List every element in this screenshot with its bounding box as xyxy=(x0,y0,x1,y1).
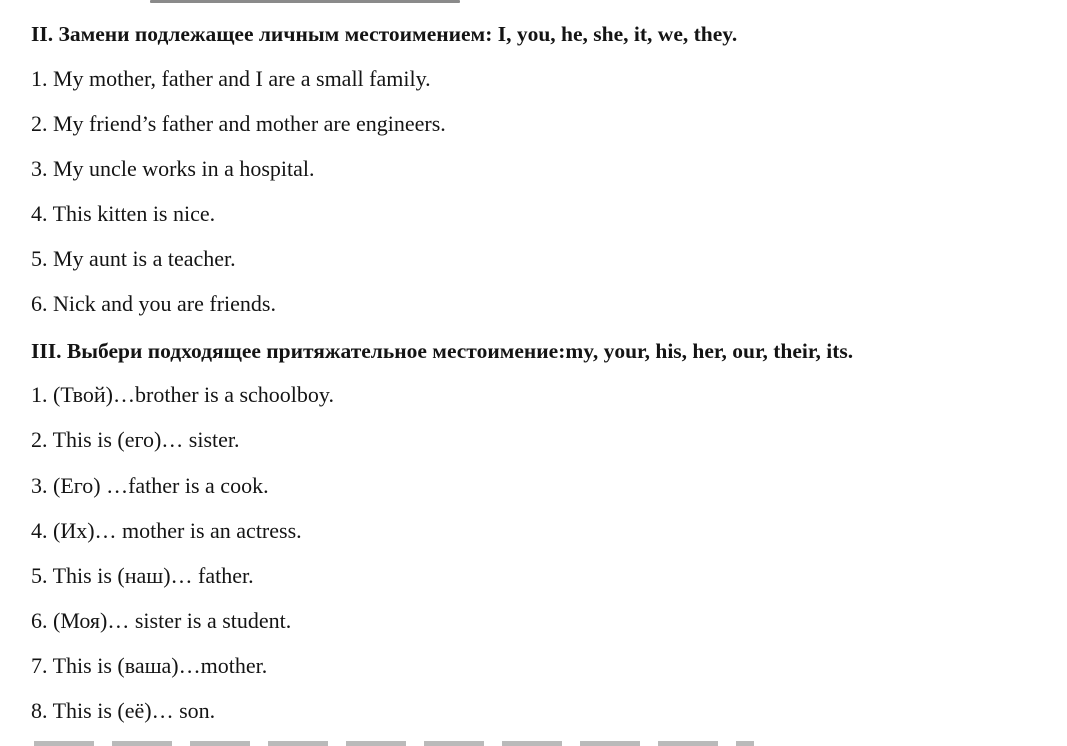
section-3-item-7: 7. This is (ваша)…mother. xyxy=(31,653,268,678)
section-3-heading: III. Выбери подходящее притяжательное местоимение:my, your, his, her, our, their, its. xyxy=(31,339,854,363)
section-3-item-8: 8. This is (её)… son. xyxy=(31,698,216,723)
section-2-heading: II. Замени подлежащее личным местоимением: I, you, he, she, it, we, they. xyxy=(31,22,738,46)
section-3-item-3: 3. (Его) …father is a cook. xyxy=(31,473,269,498)
section-3-item-2: 2. This is (его)… sister. xyxy=(31,427,240,452)
section-2-item-5: 5. My aunt is a teacher. xyxy=(31,246,236,271)
section-2-item-3: 3. My uncle works in a hospital. xyxy=(31,156,315,181)
cropped-text-remnant-bottom xyxy=(34,741,754,746)
cropped-text-remnant-top xyxy=(150,0,460,3)
section-2-item-1: 1. My mother, father and I are a small family. xyxy=(31,66,431,91)
section-2-item-2: 2. My friend’s father and mother are engineers. xyxy=(31,111,446,136)
section-2-item-6: 6. Nick and you are friends. xyxy=(31,291,276,316)
section-3-item-4: 4. (Их)… mother is an actress. xyxy=(31,518,302,543)
section-3-item-5: 5. This is (наш)… father. xyxy=(31,563,254,588)
section-3-item-6: 6. (Моя)… sister is a student. xyxy=(31,608,292,633)
section-2-item-4: 4. This kitten is nice. xyxy=(31,201,216,226)
section-3-item-1: 1. (Твой)…brother is a schoolboy. xyxy=(31,382,334,407)
